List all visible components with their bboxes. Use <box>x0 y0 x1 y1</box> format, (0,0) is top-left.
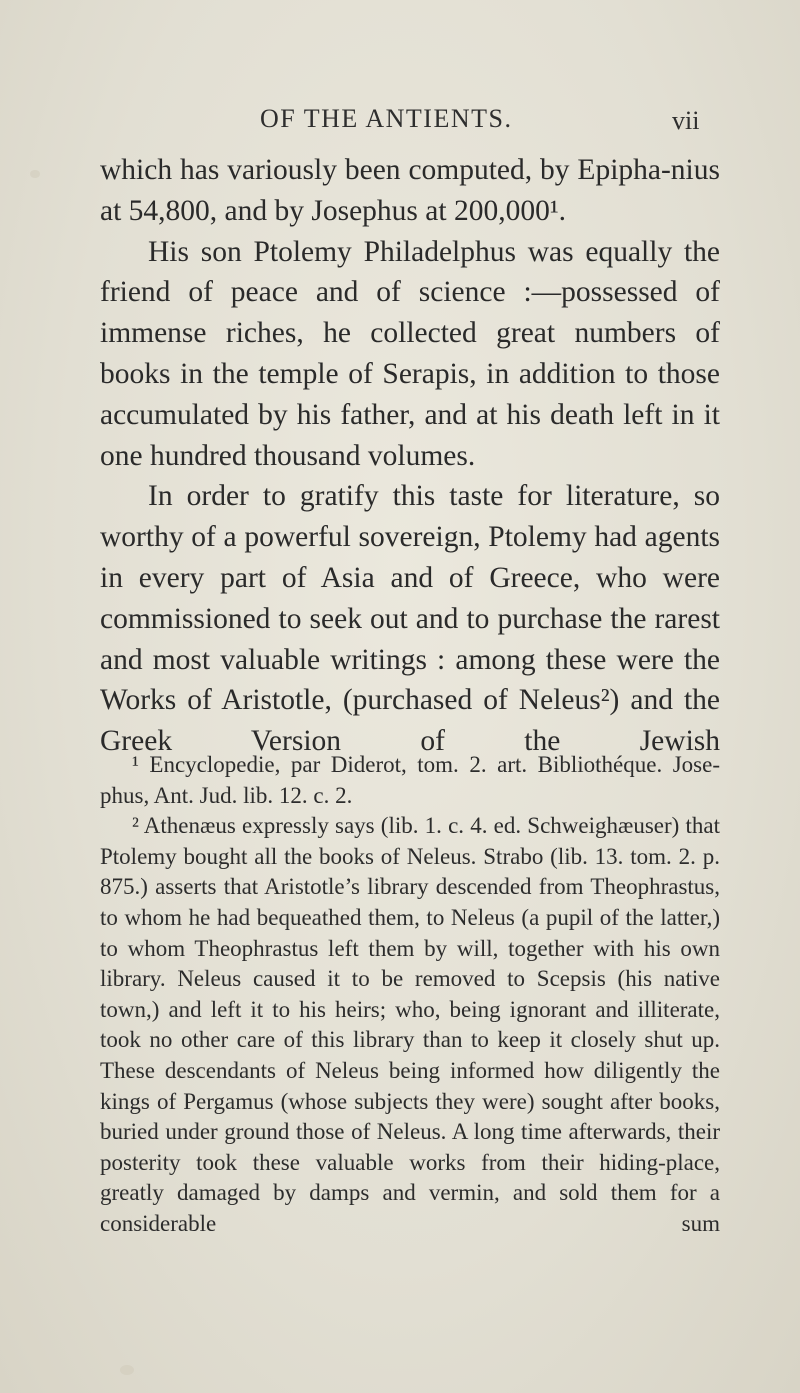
running-head: OF THE ANTIENTS. <box>260 104 513 133</box>
footnotes <box>100 750 720 1240</box>
paragraph-3: In order to gratify this taste for literature, so worthy of a powerful sovereign, Ptolemy had agents in every part of Asia and of Greece, who were commissioned to seek out and to purchase the rarest and most valuable writings : among these were the Works of Aristotle, (purchased of Neleus²) and the Greek Version of the Jewish <box>100 480 720 758</box>
paper-stain <box>30 170 40 178</box>
page-number: vii <box>672 106 700 135</box>
page-header <box>0 104 800 138</box>
footnote-2: ² Athenæus expressly says (lib. 1. c. 4. ed. Schweighæuser) that Ptolemy bought all the books of Neleus. Strabo (lib. 13. tom. 2. p. 875.) asserts that Aristotle’s library descended from Theophrastus, to whom he had bequeathed them, to Neleus (a pupil of the latter,) to whom Theophrastus left them by will, together with his own library. Neleus caused it to be removed to Scepsis (his native town,) and left it to his heirs; who, being ignorant and illiterate, took no other care of this library than to keep it closely shut up. These descendants of Neleus being informed how diligently the kings of Pergamus (whose subjects they were) sought after books, buried under ground those of Neleus. A long time afterwards, their posterity took these valuable works from their hiding-place, greatly damaged by damps and vermin, and sold them for a considerable sum <box>100 813 720 1236</box>
paper-stain <box>120 1365 134 1375</box>
paragraph-1: which has variously been computed, by Epipha-nius at 54,800, and by Josephus at 200,000¹. <box>100 154 720 227</box>
footnote-1: ¹ Encyclopedie, par Diderot, tom. 2. art. Bibliothéque. Jose-phus, Ant. Jud. lib. 12. c. 2. <box>100 752 720 808</box>
paragraph-2: His son Ptolemy Philadelphus was equally the friend of peace and of science :—possessed of immense riches, he collected great numbers of books in the temple of Serapis, in addition to those accumulated by his father, and at his death left in it one hundred thousand volumes. <box>100 235 720 472</box>
body-text <box>100 150 720 762</box>
